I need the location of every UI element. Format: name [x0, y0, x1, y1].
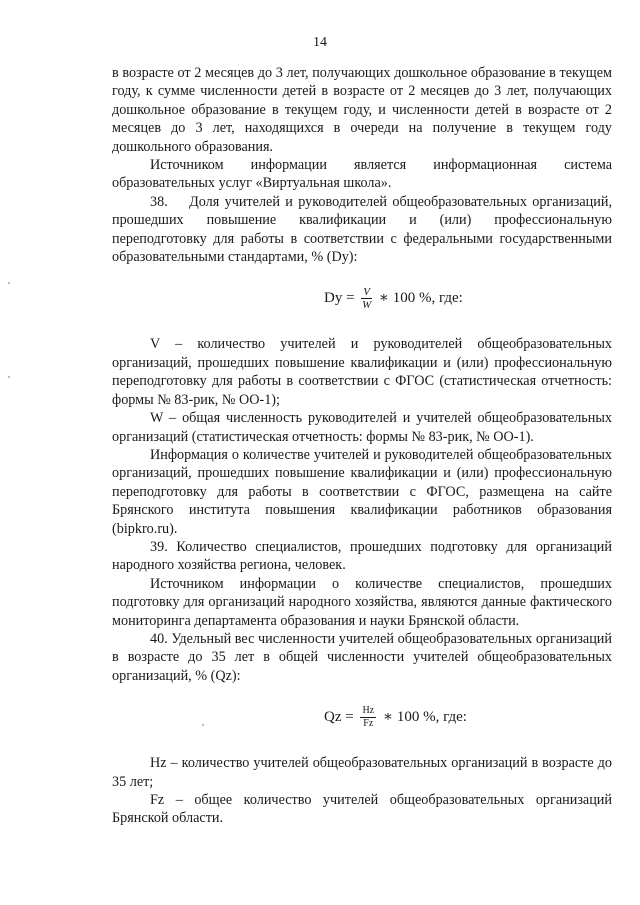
paragraph: Hz – количество учителей общеобразовательных организаций в возрасте до 35 лет;: [112, 755, 612, 790]
formula-fraction: [360, 705, 376, 730]
fraction-numerator: V: [363, 286, 371, 299]
paragraph: W – общая численность руководителей и учителей общеобразовательных организаций (статистическая отчетность: формы № 83-рик, № ОО-1).: [112, 410, 612, 445]
paragraph-item-39: 39. Количество специалистов, прошедших подготовку для организаций народного хозяйства региона, человек.: [112, 538, 612, 574]
scan-speck: [8, 376, 10, 378]
fraction-denominator: Fz: [363, 718, 374, 730]
formula-rhs: ∗ 100 %, где:: [375, 290, 463, 307]
paragraph: Источником информации о количестве специалистов, прошедших подготовку для организаций народного хозяйства, являются данные фактического мониторинга департамента образования и науки Брянской области.: [112, 575, 612, 629]
paragraph-item-38: 38. Доля учителей и руководителей общеобразовательных организаций, прошедших повышение квалификации и (или) профессиональную переподготовку для работы в соответствии с федеральными государственными образовательными стандартами, % (Dy):: [112, 193, 612, 266]
page-number: 14: [313, 35, 327, 50]
paragraph-item-40: 40. Удельный вес численности учителей общеобразовательных организаций в возрасте до 35 лет в общей численности учителей общеобразовательных организаций, % (Qz):: [112, 630, 612, 684]
document-body: [112, 64, 612, 828]
formula-lhs: Qz =: [324, 709, 358, 726]
formula-qz: [112, 705, 612, 730]
paragraph: Информация о количестве учителей и руководителей общеобразовательных организаций, прошедших повышение квалификации и (или) профессиональную переподготовку для работы в соответствии с ФГОС, размещена на сайте Брянского института повышения квалификации работников образования (bipkro.ru).: [112, 446, 612, 537]
fraction-denominator: W: [362, 299, 372, 312]
paragraph: Источником информации является информационная система образовательных услуг «Виртуальная школа».: [112, 157, 612, 192]
formula-rhs: ∗ 100 %, где:: [379, 709, 467, 726]
scan-speck: [8, 282, 10, 284]
fraction-numerator: Hz: [362, 705, 375, 717]
formula-lhs: Dy =: [324, 290, 359, 307]
paragraph: Fz – общее количество учителей общеобразовательных организаций Брянской области.: [112, 792, 612, 827]
formula-fraction: [361, 286, 372, 311]
paragraph: в возрасте от 2 месяцев до 3 лет, получающих дошкольное образование в текущем году, к сумме численности детей в возрасте от 2 месяцев до 3 лет, получающих дошкольное образование в текущем году, и численности детей в возрасте от 2 месяцев до 3 лет, находящихся в очереди на получение в текущем году дошкольного образования.: [112, 65, 612, 155]
paragraph: V – количество учителей и руководителей общеобразовательных организаций, прошедших повышение квалификации и (или) профессиональную переподготовку для работы в соответствии с ФГОС (статистическая отчетность: формы № 83-рик, № ОО-1);: [112, 336, 612, 408]
formula-dy: [112, 286, 612, 311]
